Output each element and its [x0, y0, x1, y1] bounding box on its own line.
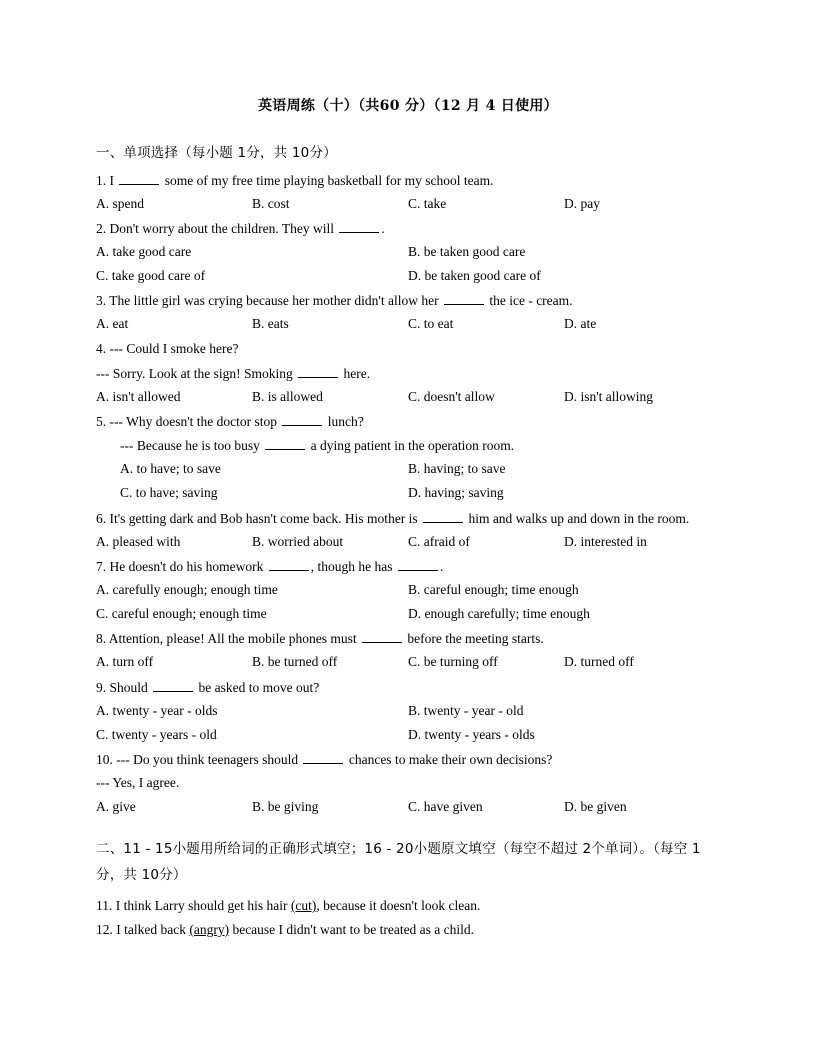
answer-blank — [282, 413, 322, 426]
question-4-prompt: 4. --- Could I smoke here? — [96, 341, 239, 356]
answer-blank — [339, 220, 379, 233]
q4-option-b: B. is allowed — [252, 389, 323, 404]
question-10: 10. --- Do you think teenagers should chances to make their own decisions? — [96, 752, 553, 767]
answer-blank — [398, 558, 438, 571]
q6-option-c: C. afraid of — [408, 534, 470, 549]
q9-option-c: C. twenty - years - old — [96, 727, 217, 742]
q4-option-c: C. doesn't allow — [408, 389, 495, 404]
answer-blank — [362, 630, 402, 643]
q10-option-c: C. have given — [408, 799, 483, 814]
q9-option-b: B. twenty - year - old — [408, 703, 524, 718]
question-7: 7. He doesn't do his homework , though he has . — [96, 559, 444, 574]
page-title: 英语周练（十）（共60 分）（12 月 4 日使用） — [257, 98, 558, 114]
q1-option-d: D. pay — [564, 196, 600, 211]
question-10-response: --- Yes, I agree. — [96, 775, 180, 790]
q7-option-b: B. careful enough; time enough — [408, 582, 579, 597]
q3-option-d: D. ate — [564, 316, 597, 331]
q5-option-c: C. to have; saving — [120, 485, 218, 500]
question-5: 5. --- Why doesn't the doctor stop lunch? — [96, 414, 364, 429]
question-2: 2. Don't worry about the children. They will . — [96, 221, 385, 236]
question-3: 3. The little girl was crying because her mother didn't allow her the ice - cream. — [96, 293, 573, 308]
q5-option-d: D. having; saving — [408, 485, 504, 500]
question-12: 12. I talked back (angry) because I didn't want to be treated as a child. — [96, 922, 475, 937]
question-1: 1. I some of my free time playing basketball for my school team. — [96, 173, 494, 188]
q2-option-c: C. take good care of — [96, 268, 206, 283]
q6-option-a: A. pleased with — [96, 534, 181, 549]
q5-option-a: A. to have; to save — [120, 461, 221, 476]
answer-blank — [444, 292, 484, 305]
q3-option-b: B. eats — [252, 316, 289, 331]
q10-option-a: A. give — [96, 799, 136, 814]
q8-option-d: D. turned off — [564, 654, 634, 669]
given-word: (angry) — [189, 922, 230, 937]
section1-heading: 一、单项选择（每小题 1分，共 10分） — [96, 145, 337, 161]
q2-option-a: A. take good care — [96, 244, 192, 259]
answer-blank — [269, 558, 309, 571]
q9-option-d: D. twenty - years - olds — [408, 727, 535, 742]
q1-option-c: C. take — [408, 196, 447, 211]
q7-option-a: A. carefully enough; enough time — [96, 582, 278, 597]
q10-option-d: D. be given — [564, 799, 627, 814]
answer-blank — [298, 365, 338, 378]
q2-option-d: D. be taken good care of — [408, 268, 541, 283]
q7-option-c: C. careful enough; enough time — [96, 606, 267, 621]
q9-option-a: A. twenty - year - olds — [96, 703, 218, 718]
q4-option-d: D. isn't allowing — [564, 389, 654, 404]
q8-option-a: A. turn off — [96, 654, 154, 669]
question-5-response: --- Because he is too busy a dying patient in the operation room. — [120, 438, 515, 453]
q3-option-c: C. to eat — [408, 316, 454, 331]
q6-option-b: B. worried about — [252, 534, 344, 549]
q1-option-b: B. cost — [252, 196, 290, 211]
given-word: (cut) — [290, 898, 317, 913]
q4-option-a: A. isn't allowed — [96, 389, 181, 404]
q6-option-d: D. interested in — [564, 534, 647, 549]
q8-option-b: B. be turned off — [252, 654, 338, 669]
answer-blank — [265, 437, 305, 450]
question-6: 6. It's getting dark and Bob hasn't come back. His mother is him and walks up and down in the room. — [96, 511, 690, 526]
question-4: --- Sorry. Look at the sign! Smoking here. — [96, 366, 371, 381]
answer-blank — [119, 172, 159, 185]
answer-blank — [303, 751, 343, 764]
q1-option-a: A. spend — [96, 196, 144, 211]
q10-option-b: B. be giving — [252, 799, 319, 814]
section2-heading: 二、11 - 15小题用所给词的正确形式填空；16 - 20小题原文填空（每空不超过 2个单词）。（每空 1分，共 10分） — [96, 841, 701, 883]
q7-option-d: D. enough carefully; time enough — [408, 606, 590, 621]
q5-option-b: B. having; to save — [408, 461, 506, 476]
answer-blank — [153, 679, 193, 692]
question-8: 8. Attention, please! All the mobile phones must before the meeting starts. — [96, 631, 544, 646]
question-9: 9. Should be asked to move out? — [96, 680, 320, 695]
question-11: 11. I think Larry should get his hair (cut), because it doesn't look clean. — [96, 898, 481, 913]
q8-option-c: C. be turning off — [408, 654, 498, 669]
q3-option-a: A. eat — [96, 316, 129, 331]
q2-option-b: B. be taken good care — [408, 244, 526, 259]
answer-blank — [423, 510, 463, 523]
